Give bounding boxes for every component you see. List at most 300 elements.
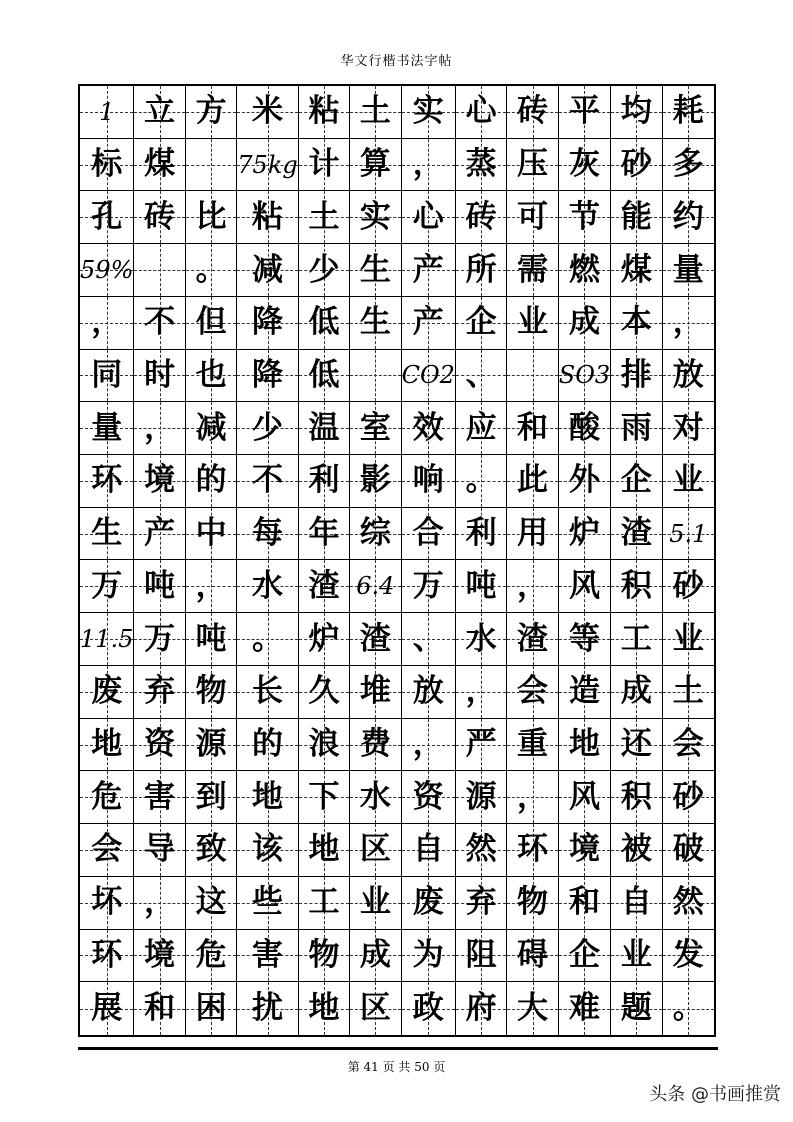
grid-character: 所 bbox=[465, 251, 497, 288]
grid-cell bbox=[134, 824, 185, 877]
grid-cell bbox=[299, 666, 350, 719]
grid-cell bbox=[299, 297, 350, 350]
grid-cell bbox=[559, 350, 611, 403]
grid-cell bbox=[663, 86, 714, 139]
grid-character: 业 bbox=[672, 620, 704, 657]
grid-character: 土 bbox=[308, 198, 340, 235]
grid-character: 万 bbox=[91, 567, 123, 604]
grid-cell bbox=[186, 297, 237, 350]
grid-character: 该 bbox=[252, 831, 283, 868]
grid-cell bbox=[237, 666, 298, 719]
grid-character: 效 bbox=[412, 409, 444, 446]
grid-cell bbox=[611, 244, 662, 297]
grid-character: 物 bbox=[195, 673, 227, 710]
grid-cell bbox=[134, 350, 185, 403]
grid-character: 每 bbox=[252, 515, 283, 552]
grid-character: 蒸 bbox=[465, 146, 497, 183]
grid-character: 地 bbox=[252, 778, 283, 815]
grid-character: 砖 bbox=[517, 93, 549, 130]
grid-character: 合 bbox=[412, 515, 444, 552]
grid-character: 发 bbox=[672, 936, 704, 973]
grid-cell bbox=[237, 86, 298, 139]
grid-character: 粘 bbox=[252, 198, 283, 235]
grid-cell bbox=[507, 771, 558, 824]
grid-character: 资 bbox=[412, 778, 444, 815]
grid-character: 企 bbox=[620, 462, 652, 499]
grid-cell bbox=[134, 402, 185, 455]
grid-character: 灰 bbox=[568, 146, 600, 183]
grid-cell bbox=[663, 139, 714, 192]
grid-cell bbox=[350, 666, 401, 719]
grid-cell bbox=[186, 824, 237, 877]
grid-cell bbox=[611, 455, 662, 508]
grid-character: 的 bbox=[195, 462, 227, 499]
grid-character: 砖 bbox=[465, 198, 497, 235]
grid-character: 计 bbox=[308, 146, 340, 183]
grid-character: 和 bbox=[517, 409, 549, 446]
grid-cell bbox=[350, 930, 401, 983]
grid-character: 吨 bbox=[144, 567, 176, 604]
grid-cell bbox=[456, 666, 507, 719]
grid-character: 难 bbox=[568, 990, 600, 1027]
grid-cell bbox=[611, 350, 662, 403]
grid-character: 地 bbox=[308, 990, 340, 1027]
grid-character: 工 bbox=[620, 620, 652, 657]
grid-character: 积 bbox=[620, 567, 652, 604]
grid-cell bbox=[186, 455, 237, 508]
grid-character: 少 bbox=[252, 409, 283, 446]
grid-cell bbox=[611, 613, 662, 666]
grid-character: 综 bbox=[359, 515, 391, 552]
grid-character: 吨 bbox=[465, 567, 497, 604]
grid-cell bbox=[456, 297, 507, 350]
grid-cell bbox=[237, 877, 298, 930]
grid-character: 境 bbox=[144, 462, 176, 499]
grid-cell bbox=[402, 402, 456, 455]
grid-character: 、 bbox=[412, 620, 444, 657]
grid-cell bbox=[456, 613, 507, 666]
grid-cell bbox=[559, 719, 611, 772]
grid-cell bbox=[134, 560, 185, 613]
grid-character: 砂 bbox=[672, 778, 704, 815]
grid-cell bbox=[663, 508, 714, 561]
grid-character: ， bbox=[412, 726, 444, 763]
grid-cell bbox=[299, 244, 350, 297]
grid-cell bbox=[237, 350, 298, 403]
grid-character: 堆 bbox=[359, 673, 391, 710]
grid-cell bbox=[456, 508, 507, 561]
grid-cell bbox=[559, 666, 611, 719]
grid-character: 不 bbox=[144, 304, 176, 341]
grid-cell bbox=[134, 613, 185, 666]
grid-character: 境 bbox=[144, 936, 176, 973]
grid-character: 时 bbox=[144, 356, 176, 393]
grid-character: 企 bbox=[568, 936, 600, 973]
grid-cell bbox=[237, 191, 298, 244]
grid-cell bbox=[611, 982, 662, 1035]
grid-cell bbox=[237, 982, 298, 1035]
grid-character: 弃 bbox=[465, 884, 497, 921]
grid-cell bbox=[402, 508, 456, 561]
grid-cell bbox=[350, 455, 401, 508]
grid-character: 心 bbox=[465, 93, 497, 130]
grid-character: 碍 bbox=[517, 936, 549, 973]
grid-character: 量 bbox=[672, 251, 704, 288]
grid-character: 产 bbox=[144, 515, 176, 552]
grid-character: 废 bbox=[91, 673, 123, 710]
grid-cell bbox=[507, 824, 558, 877]
grid-cell bbox=[402, 666, 456, 719]
grid-cell bbox=[559, 877, 611, 930]
grid-cell bbox=[663, 613, 714, 666]
grid-cell bbox=[402, 982, 456, 1035]
grid-cell bbox=[611, 508, 662, 561]
grid-cell bbox=[611, 86, 662, 139]
grid-character: ， bbox=[465, 673, 497, 710]
grid-character: 害 bbox=[252, 936, 283, 973]
grid-cell bbox=[237, 613, 298, 666]
source-watermark: 头条 @书画推赏 bbox=[649, 1084, 781, 1105]
grid-character: 砂 bbox=[620, 146, 652, 183]
grid-cell bbox=[237, 402, 298, 455]
grid-cell bbox=[611, 666, 662, 719]
grid-cell bbox=[134, 877, 185, 930]
grid-cell bbox=[134, 297, 185, 350]
grid-cell bbox=[299, 86, 350, 139]
grid-cell bbox=[186, 613, 237, 666]
grid-character: 府 bbox=[465, 990, 497, 1027]
grid-cell bbox=[80, 560, 134, 613]
grid-character: 。 bbox=[252, 620, 283, 657]
grid-character: 为 bbox=[412, 936, 444, 973]
grid-character: 燃 bbox=[568, 251, 600, 288]
grid-cell bbox=[402, 139, 456, 192]
grid-character: 低 bbox=[308, 304, 340, 341]
grid-character: 本 bbox=[620, 304, 652, 341]
grid-character: 6.4 bbox=[356, 572, 395, 601]
grid-cell bbox=[559, 508, 611, 561]
grid-cell bbox=[237, 560, 298, 613]
grid-cell bbox=[299, 771, 350, 824]
grid-cell bbox=[507, 930, 558, 983]
grid-cell bbox=[456, 560, 507, 613]
grid-cell bbox=[402, 613, 456, 666]
grid-cell bbox=[80, 719, 134, 772]
grid-cell bbox=[80, 244, 134, 297]
grid-cell bbox=[186, 930, 237, 983]
grid-cell bbox=[611, 930, 662, 983]
grid-cell bbox=[456, 244, 507, 297]
grid-cell bbox=[186, 402, 237, 455]
grid-character: 浪 bbox=[308, 726, 340, 763]
grid-character: 严 bbox=[465, 726, 497, 763]
grid-character: 产 bbox=[412, 251, 444, 288]
grid-cell bbox=[663, 930, 714, 983]
grid-cell bbox=[299, 350, 350, 403]
grid-cell bbox=[507, 244, 558, 297]
grid-character: 扰 bbox=[252, 990, 283, 1027]
grid-cell bbox=[456, 824, 507, 877]
grid-character: ， bbox=[672, 304, 704, 341]
grid-character: 能 bbox=[620, 198, 652, 235]
grid-cell bbox=[80, 86, 134, 139]
grid-character: 展 bbox=[91, 990, 123, 1027]
grid-character: 少 bbox=[308, 251, 340, 288]
grid-character: 温 bbox=[308, 409, 340, 446]
grid-character: 政 bbox=[412, 990, 444, 1027]
grid-character: 应 bbox=[465, 409, 497, 446]
grid-cell bbox=[456, 191, 507, 244]
page-number: 第 41 页 共 50 页 bbox=[347, 1060, 446, 1074]
grid-cell bbox=[237, 719, 298, 772]
grid-character: 业 bbox=[359, 884, 391, 921]
grid-cell bbox=[299, 613, 350, 666]
grid-cell bbox=[299, 560, 350, 613]
grid-character: 万 bbox=[412, 567, 444, 604]
grid-cell bbox=[507, 666, 558, 719]
grid-character: 孔 bbox=[91, 198, 123, 235]
grid-cell bbox=[299, 930, 350, 983]
grid-character: ， bbox=[517, 778, 549, 815]
grid-cell bbox=[456, 877, 507, 930]
grid-character: 炉 bbox=[568, 515, 600, 552]
grid-character: 环 bbox=[91, 936, 123, 973]
grid-character: 此 bbox=[517, 462, 549, 499]
grid-cell bbox=[186, 191, 237, 244]
grid-cell bbox=[237, 824, 298, 877]
grid-character: 危 bbox=[195, 936, 227, 973]
grid-character: 环 bbox=[517, 831, 549, 868]
grid-cell bbox=[559, 930, 611, 983]
grid-character: 吨 bbox=[195, 620, 227, 657]
grid-character: 算 bbox=[359, 146, 391, 183]
grid-character: 境 bbox=[568, 831, 600, 868]
grid-cell bbox=[507, 719, 558, 772]
grid-cell bbox=[186, 666, 237, 719]
grid-cell bbox=[80, 455, 134, 508]
grid-character: 弃 bbox=[144, 673, 176, 710]
grid-character: 资 bbox=[144, 726, 176, 763]
grid-cell bbox=[299, 719, 350, 772]
grid-character: 物 bbox=[308, 936, 340, 973]
grid-character: 方 bbox=[195, 93, 227, 130]
grid-character: 风 bbox=[568, 778, 600, 815]
grid-character: 积 bbox=[620, 778, 652, 815]
grid-cell bbox=[559, 244, 611, 297]
grid-character: 地 bbox=[91, 726, 123, 763]
grid-cell bbox=[350, 139, 401, 192]
grid-cell bbox=[456, 982, 507, 1035]
grid-cell bbox=[186, 982, 237, 1035]
grid-character: 耗 bbox=[672, 93, 704, 130]
grid-character: 地 bbox=[308, 831, 340, 868]
grid-cell bbox=[663, 824, 714, 877]
grid-cell bbox=[663, 771, 714, 824]
grid-character: 业 bbox=[517, 304, 549, 341]
grid-character: 米 bbox=[252, 93, 283, 130]
grid-character: 水 bbox=[465, 620, 497, 657]
grid-character: 些 bbox=[252, 884, 283, 921]
grid-cell bbox=[507, 350, 558, 403]
grid-cell bbox=[350, 402, 401, 455]
grid-cell bbox=[507, 86, 558, 139]
grid-cell bbox=[611, 139, 662, 192]
grid-cell bbox=[80, 877, 134, 930]
grid-cell bbox=[80, 824, 134, 877]
grid-cell bbox=[663, 350, 714, 403]
grid-cell bbox=[507, 508, 558, 561]
grid-cell bbox=[507, 297, 558, 350]
page-header-title: 华文行楷书法字帖 bbox=[340, 54, 453, 69]
grid-character: 困 bbox=[195, 990, 227, 1027]
grid-character: 渣 bbox=[359, 620, 391, 657]
grid-character: 排 bbox=[620, 356, 652, 393]
grid-cell bbox=[134, 244, 185, 297]
grid-cell bbox=[134, 719, 185, 772]
grid-cell bbox=[80, 508, 134, 561]
grid-cell bbox=[663, 455, 714, 508]
grid-cell bbox=[559, 86, 611, 139]
grid-cell bbox=[456, 402, 507, 455]
grid-character: 成 bbox=[568, 304, 600, 341]
grid-cell bbox=[134, 930, 185, 983]
grid-cell bbox=[456, 719, 507, 772]
grid-cell bbox=[237, 297, 298, 350]
grid-character: 废 bbox=[412, 884, 444, 921]
grid-cell bbox=[134, 191, 185, 244]
grid-character: 这 bbox=[195, 884, 227, 921]
grid-cell bbox=[507, 455, 558, 508]
grid-character: SO3 bbox=[558, 361, 611, 390]
grid-cell bbox=[559, 613, 611, 666]
grid-character: 导 bbox=[144, 831, 176, 868]
grid-cell bbox=[663, 402, 714, 455]
grid-cell bbox=[663, 666, 714, 719]
grid-character: 物 bbox=[517, 884, 549, 921]
grid-character: 5.1 bbox=[669, 519, 708, 548]
grid-cell bbox=[559, 139, 611, 192]
grid-cell bbox=[507, 139, 558, 192]
grid-character: 土 bbox=[672, 673, 704, 710]
grid-cell bbox=[611, 560, 662, 613]
grid-cell bbox=[350, 244, 401, 297]
grid-character: 约 bbox=[672, 198, 704, 235]
grid-character: 中 bbox=[195, 515, 227, 552]
grid-cell bbox=[350, 350, 401, 403]
grid-character: 渣 bbox=[308, 567, 340, 604]
grid-cell bbox=[350, 877, 401, 930]
grid-character: 心 bbox=[412, 198, 444, 235]
grid-cell bbox=[507, 402, 558, 455]
grid-cell bbox=[237, 771, 298, 824]
grid-character: 但 bbox=[195, 304, 227, 341]
grid-cell bbox=[559, 771, 611, 824]
grid-cell bbox=[299, 191, 350, 244]
grid-character: 会 bbox=[517, 673, 549, 710]
grid-cell bbox=[559, 982, 611, 1035]
grid-character: 利 bbox=[465, 515, 497, 552]
grid-character: 企 bbox=[465, 304, 497, 341]
grid-character: 环 bbox=[91, 462, 123, 499]
grid-character: 降 bbox=[252, 304, 283, 341]
grid-character: 。 bbox=[672, 990, 704, 1027]
grid-character: 阻 bbox=[465, 936, 497, 973]
grid-character: 题 bbox=[620, 990, 652, 1027]
grid-character: 11.5 bbox=[80, 625, 134, 654]
grid-cell bbox=[507, 191, 558, 244]
grid-cell bbox=[80, 930, 134, 983]
grid-cell bbox=[402, 191, 456, 244]
grid-cell bbox=[402, 244, 456, 297]
grid-character: 成 bbox=[359, 936, 391, 973]
grid-character: 75kg bbox=[237, 150, 298, 179]
grid-character: 业 bbox=[620, 936, 652, 973]
grid-character: 业 bbox=[672, 462, 704, 499]
grid-character: 然 bbox=[465, 831, 497, 868]
grid-cell bbox=[134, 455, 185, 508]
grid-cell bbox=[134, 666, 185, 719]
grid-character: 大 bbox=[517, 990, 549, 1027]
grid-cell bbox=[350, 982, 401, 1035]
grid-cell bbox=[80, 191, 134, 244]
grid-character: 破 bbox=[672, 831, 704, 868]
grid-character: 减 bbox=[195, 409, 227, 446]
grid-character: 到 bbox=[195, 778, 227, 815]
grid-cell bbox=[402, 930, 456, 983]
grid-cell bbox=[402, 297, 456, 350]
grid-cell bbox=[237, 139, 298, 192]
grid-cell bbox=[80, 297, 134, 350]
grid-character: 然 bbox=[672, 884, 704, 921]
grid-character: 致 bbox=[195, 831, 227, 868]
grid-cell bbox=[456, 930, 507, 983]
grid-character: 费 bbox=[359, 726, 391, 763]
grid-cell bbox=[350, 297, 401, 350]
grid-cell bbox=[237, 508, 298, 561]
grid-cell bbox=[611, 719, 662, 772]
grid-cell bbox=[663, 719, 714, 772]
grid-cell bbox=[186, 350, 237, 403]
grid-character: 影 bbox=[359, 462, 391, 499]
grid-character: 。 bbox=[465, 462, 497, 499]
grid-cell bbox=[350, 508, 401, 561]
grid-character: 水 bbox=[359, 778, 391, 815]
grid-character: 区 bbox=[359, 990, 391, 1027]
grid-character: 源 bbox=[465, 778, 497, 815]
grid-character: ， bbox=[144, 884, 176, 921]
grid-character: 生 bbox=[359, 304, 391, 341]
grid-cell bbox=[559, 402, 611, 455]
grid-character: 对 bbox=[672, 409, 704, 446]
grid-character: 自 bbox=[412, 831, 444, 868]
grid-character: 响 bbox=[412, 462, 444, 499]
grid-cell bbox=[299, 824, 350, 877]
grid-character: 低 bbox=[308, 356, 340, 393]
grid-character: 节 bbox=[568, 198, 600, 235]
grid-cell bbox=[402, 824, 456, 877]
grid-character: 、 bbox=[465, 356, 497, 393]
grid-character: 造 bbox=[568, 673, 600, 710]
grid-cell bbox=[350, 86, 401, 139]
grid-character: 煤 bbox=[144, 146, 176, 183]
grid-character: ， bbox=[517, 567, 549, 604]
grid-character: 年 bbox=[308, 515, 340, 552]
grid-cell bbox=[350, 613, 401, 666]
grid-character: ， bbox=[144, 409, 176, 446]
grid-character: 风 bbox=[568, 567, 600, 604]
grid-character: 量 bbox=[91, 409, 123, 446]
grid-character: 粘 bbox=[308, 93, 340, 130]
